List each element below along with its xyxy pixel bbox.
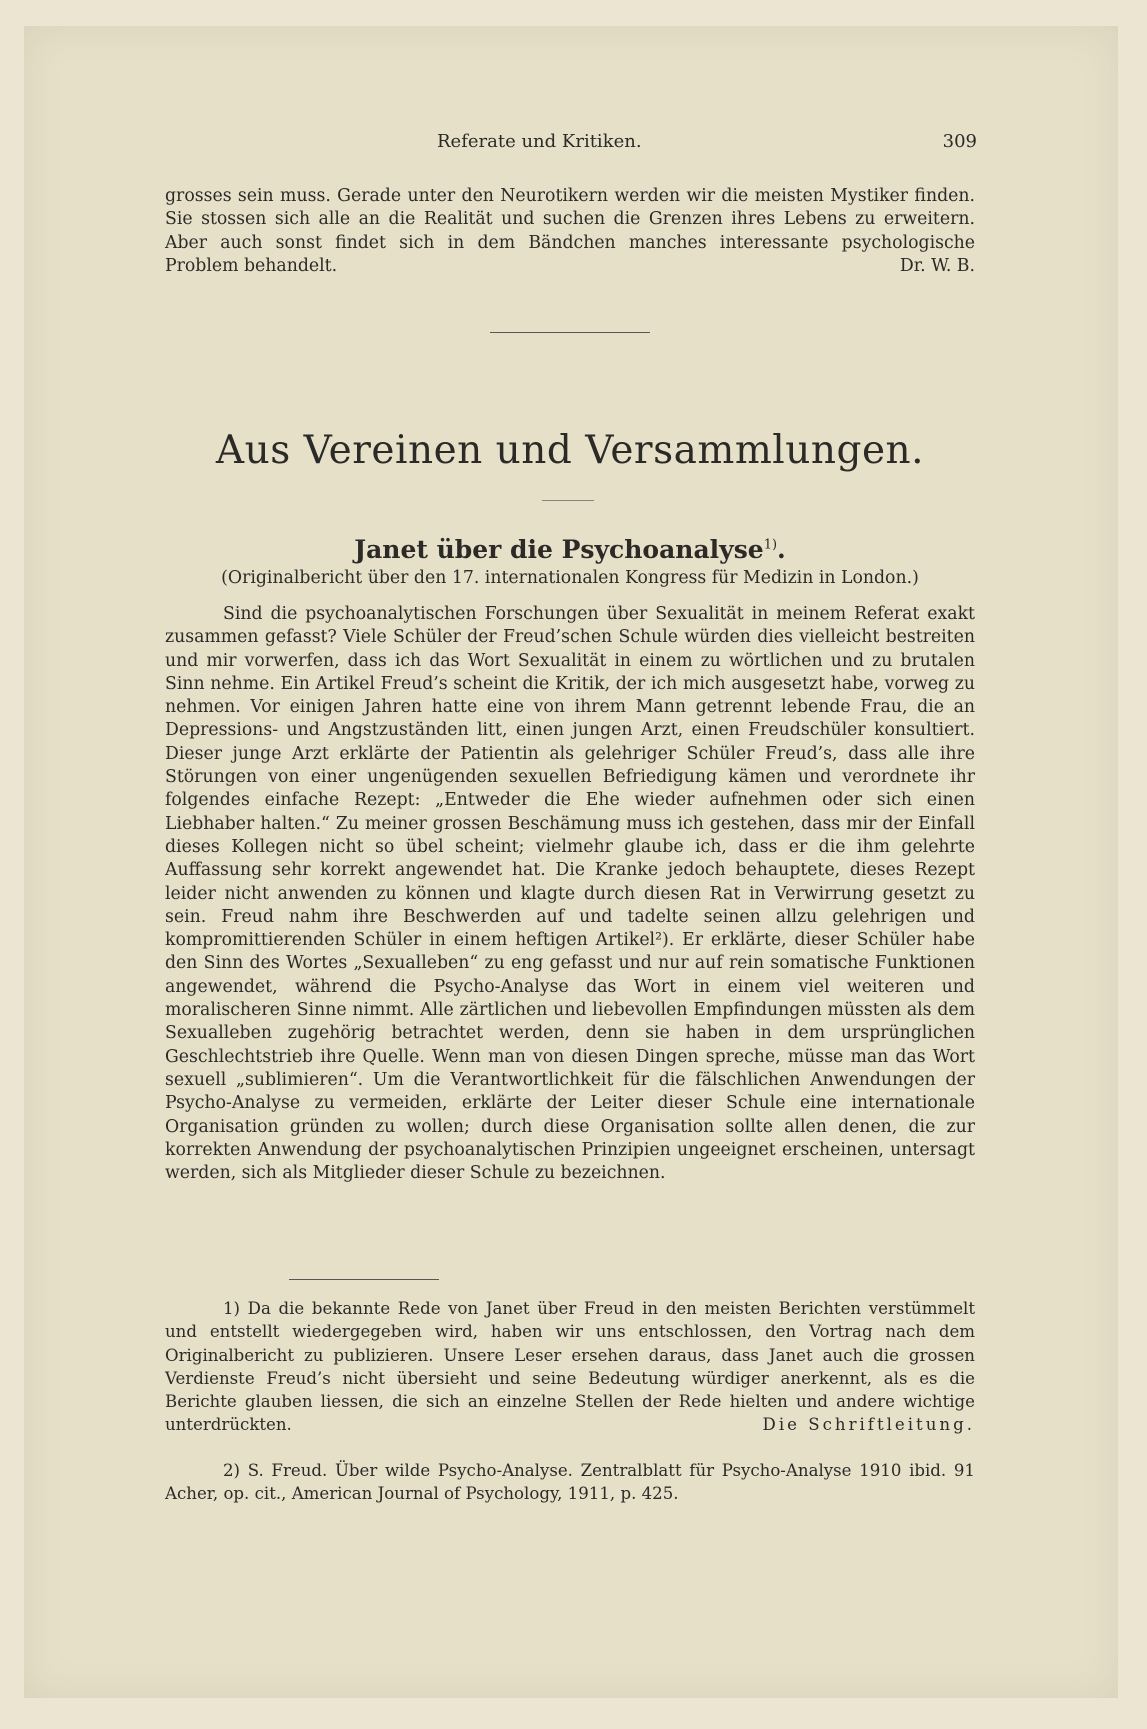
article-subtitle: (Originalbericht über den 17. internationalen Kongress für Medizin in London.) (221, 568, 919, 588)
article-title-line: Janet über die Psychoanalyse$^{1)}$. (354, 535, 786, 564)
review-end-text: grosses sein muss. Gerade unter den Neurotikern werden wir die meisten Mystiker finden. Sie stossen sich alle an die Realität und suchen die Grenzen ihres Lebens zu erweitern. Aber auch sonst findet sich in dem Bändchen manches interessante psychologische Problem behandelt. (165, 186, 975, 276)
footnote-1-signature: Die Schriftleitung. (762, 1415, 975, 1435)
footnote-mark: 1) (763, 537, 778, 553)
section-title: Aus Vereinen und Versammlungen. (215, 428, 925, 473)
article-title: Janet über die Psychoanalyse (354, 535, 764, 564)
footnote-1-text: 1) Da die bekannte Rede von Janet über Freud in den meisten Berichten verstümmelt und entstellt wiedergegeben wird, haben wir uns entschlossen, den Vortrag nach dem Originalbericht zu publizieren. Unsere Leser ersehen daraus, dass Janet auch die grossen Verdienste Freud’s nicht übersieht und seine Bedeutung würdiger anerkennt, als es die Berichte glauben liessen, die sich an einzelne Stellen der Rede hielten und andere wichtige unterdrückten. (165, 1299, 975, 1435)
title-divider (542, 500, 594, 501)
page-header (165, 131, 977, 159)
review-signature: Dr. W. B. (899, 255, 975, 276)
footnote-1 (165, 1297, 975, 1437)
section-divider (490, 332, 650, 333)
page-number: 309 (942, 131, 977, 152)
article-body: Sind die psychoanalytischen Forschungen über Sexualität in meinem Referat exakt zusammen gefasst? Viele Schüler der Freud’schen Schule würden dies vielleicht bestreiten und mir vorwerfen, dass ich das Wort Sexualität in einem zu wörtlichen und zu brutalen Sinn nehme. Ein Artikel Freud’s scheint die Kritik, der ich mich ausgesetzt habe, vorweg zu nehmen. Vor einigen Jahren hatte eine von ihrem Mann getrennt lebende Frau, die an Depressions- und Angstzuständen litt, einen jungen Arzt, einen Freudschüler konsultiert. Dieser junge Arzt erklärte der Patientin als gelehriger Schüler Freud’s, dass alle ihre Störungen von einer ungenügenden sexuellen Befriedigung kämen und verordnete ihr folgendes einfache Rezept: „Entweder die Ehe wieder aufnehmen oder sich einen Liebhaber halten.“ Zu meiner grossen Beschämung muss ich gestehen, dass mir der Einfall dieses Kollegen nicht so übel scheint; vielmehr glaube ich, dass er die ihm gelehrte Auffassung sehr korrekt angewendet hat. Die Kranke jedoch behauptete, dieses Rezept leider nicht anwenden zu können und klagte durch diesen Rat in Verwirrung gesetzt zu sein. Freud nahm ihre Beschwerden auf und tadelte seinen allzu gelehrigen und kompromittierenden Schüler in einem heftigen Artikel²). Er erklärte, dieser Schüler habe den Sinn des Wortes „Sexualleben“ zu eng gefasst und nur auf rein somatische Funktionen angewendet, während die Psycho-Analyse das Wort in einem viel weiteren und moralischeren Sinne nimmt. Alle zärtlichen und liebevollen Empfindungen müssten als dem Sexualleben zugehörig betrachtet werden, denn sie haben in dem ursprünglichen Geschlechtstrieb ihre Quelle. Wenn man von diesen Dingen spreche, müsse man das Wort sexuell „sublimieren“. Um die Verantwortlichkeit für die fälschlichen Anwendungen der Psycho-Analyse zu vermeiden, erklärte der Leiter dieser Schule eine internationale Organisation gründen zu wollen; durch diese Organisation sollte allen denen, die zur korrekten Anwendung der psychoanalytischen Prinzipien ungeeignet erscheinen, untersagt werden, sich als Mitglieder dieser Schule zu bezeichnen. (165, 604, 975, 1184)
footnote-2: 2) S. Freud. Über wilde Psycho-Analyse. Zentralblatt für Psycho-Analyse 1910 ibid. 91 Acher, op. cit., American Journal of Psychology, 1911, p. 425. (165, 1461, 975, 1504)
footnote-rule (289, 1279, 439, 1280)
running-title: Referate und Kritiken. (437, 131, 642, 152)
review-end-paragraph (165, 185, 975, 278)
